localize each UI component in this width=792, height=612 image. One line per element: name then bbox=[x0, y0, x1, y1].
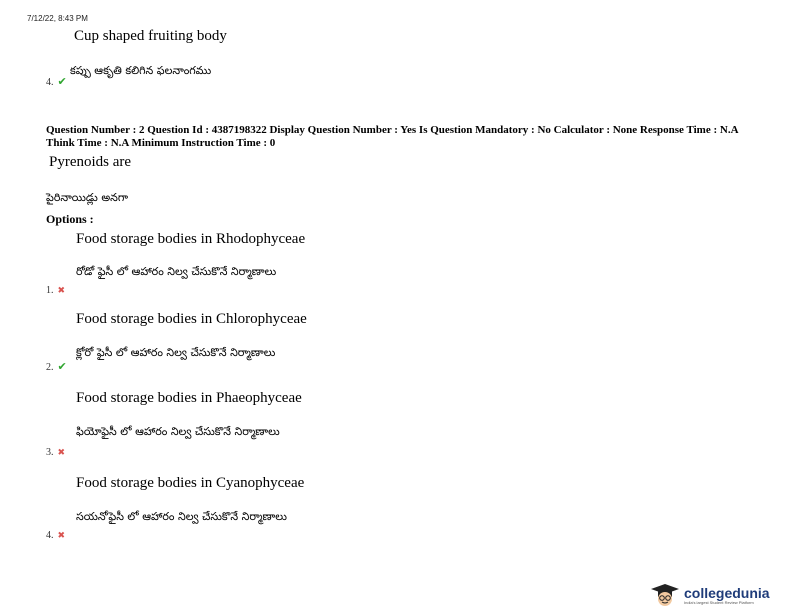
question-stem-en: Pyrenoids are bbox=[49, 154, 132, 170]
option-3-marker bbox=[46, 442, 65, 460]
option-4-text-en: Food storage bodies in Cyanophyceae bbox=[76, 475, 305, 491]
option-1-marker bbox=[46, 280, 65, 298]
option-2-number: 2. bbox=[46, 362, 54, 373]
option-1-number: 1. bbox=[46, 285, 54, 296]
print-timestamp: 7/12/22, 8:43 PM bbox=[27, 14, 88, 23]
option-1-text-en: Food storage bodies in Rhodophyceae bbox=[76, 231, 306, 247]
wrong-cross-icon: ✖ bbox=[57, 531, 66, 541]
option-1-text-te: రోడో ఫైసీ లో ఆహారం నిల్వ చేసుకొనే నిర్మాణాలు bbox=[76, 265, 277, 278]
brand-name: collegedunia bbox=[684, 584, 770, 601]
brand-tagline: India's largest Student Review Platform bbox=[684, 599, 754, 605]
option-4-marker bbox=[46, 525, 65, 543]
collegedunia-logo bbox=[650, 583, 770, 607]
option-4-text-te: సయనోఫైసీ లో ఆహారం నిల్వ చేసుకొనే నిర్మాణాలు bbox=[76, 510, 287, 523]
option-3-text-te: ఫియోఫైసీ లో ఆహారం నిల్వ చేసుకొనే నిర్మాణాలు bbox=[76, 425, 280, 438]
prev-option-number: 4. bbox=[46, 77, 54, 88]
options-label: Options : bbox=[46, 212, 94, 226]
option-4-number: 4. bbox=[46, 530, 54, 541]
option-2-marker bbox=[46, 357, 67, 375]
question-metadata: Question Number : 2 Question Id : 4387198322 Display Question Number : Yes Is Question Mandatory : No Calculator : None Response Time : N.A Think Time : N.A Minimum Instruction Time : 0 bbox=[46, 124, 738, 149]
prev-option-text-en: Cup shaped fruiting body bbox=[74, 28, 227, 44]
correct-check-icon: ✔ bbox=[57, 360, 67, 373]
wrong-cross-icon: ✖ bbox=[57, 448, 66, 458]
correct-check-icon: ✔ bbox=[57, 75, 67, 88]
option-3-number: 3. bbox=[46, 447, 54, 458]
question-stem-te: పైరినాయిడ్లు అనగా bbox=[46, 191, 129, 204]
graduate-mascot-icon bbox=[650, 583, 680, 607]
prev-option-marker bbox=[46, 72, 67, 90]
option-2-text-te: క్లోరో ఫైసీ లో ఆహారం నిల్వ చేసుకొనే నిర్మాణాలు bbox=[76, 346, 276, 359]
option-3-text-en: Food storage bodies in Phaeophyceae bbox=[76, 390, 302, 406]
wrong-cross-icon: ✖ bbox=[57, 286, 66, 296]
prev-option-text-te: కప్పు ఆకృతి కలిగిన ఫలనాంగము bbox=[70, 64, 212, 77]
option-2-text-en: Food storage bodies in Chlorophyceae bbox=[76, 311, 307, 327]
